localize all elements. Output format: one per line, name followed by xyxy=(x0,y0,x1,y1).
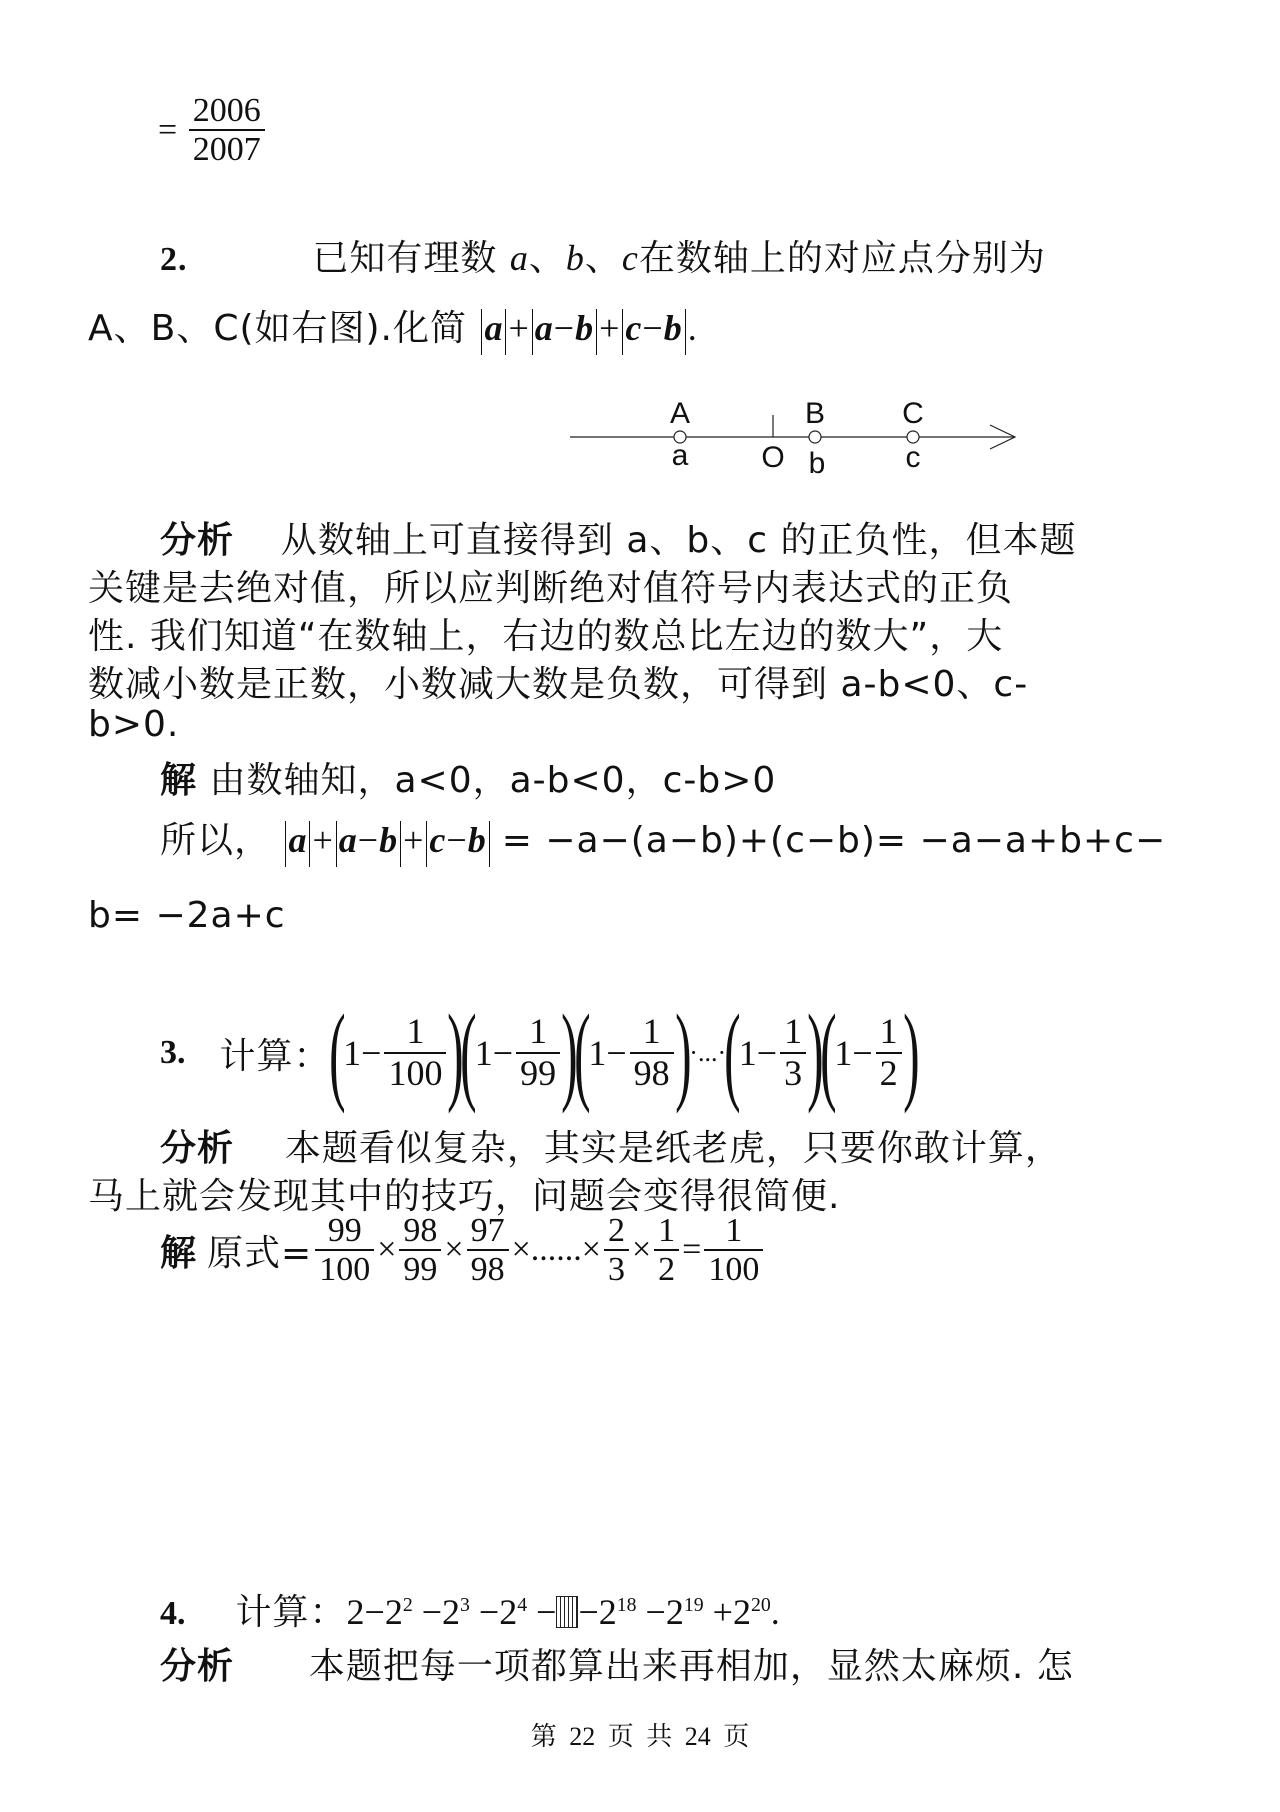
problem-number: 4. xyxy=(160,1595,186,1632)
solution-line-3: b= −2a+c xyxy=(88,895,286,936)
previous-result xyxy=(158,92,268,169)
analysis-text: 本题把每一项都算出来再相加，显然太麻烦. 怎 xyxy=(308,1646,1074,1687)
page-footer xyxy=(0,1716,1280,1753)
solution-prefix: 原式= xyxy=(207,1232,313,1274)
problem-2-line-1 xyxy=(160,230,1046,281)
abs-expression: a + a−b + c−b xyxy=(283,820,501,860)
var-a: a xyxy=(509,238,529,278)
number-line-diagram xyxy=(570,395,1020,485)
abs-expression: a + a−b + c−b . xyxy=(479,308,697,348)
solution-label: 解 xyxy=(160,1232,198,1274)
var-c: c xyxy=(621,238,639,278)
analysis-label: 分析 xyxy=(160,1646,235,1687)
problem-number: 2. xyxy=(160,241,188,278)
solution-text: 由数轴知，a<0，a-b<0，c-b>0 xyxy=(209,760,777,801)
solution-3 xyxy=(160,1212,766,1289)
analysis-4-line-1 xyxy=(160,1638,1074,1689)
product-expression: ( 1 − $\frac{1}{100}$ ) ( 1 − $\frac{1}{99}$ ) ( 1 − $\frac{1}{98}$ ) ·...· ( 1 − $\frac{1}{3}$ ) ( 1 − $\frac{1}{2}$ ) xyxy=(328,992,920,1114)
footer-prefix: 第 xyxy=(530,1722,557,1751)
solution-line-1 xyxy=(160,752,776,803)
analysis-text: 本题看似复杂，其实是纸老虎，只要你敢计算， xyxy=(284,1128,1062,1169)
problem-2-line-2 xyxy=(88,300,698,355)
problem-text: A、B、C(如右图).化简 xyxy=(88,308,467,349)
analysis-line-2: 关键是去绝对值，所以应判断绝对值符号内表达式的正负 xyxy=(88,568,1014,609)
problem-text-tail: 在数轴上的对应点分别为 xyxy=(638,238,1046,279)
analysis-label: 分析 xyxy=(160,520,235,561)
svg-text:O: O xyxy=(761,441,785,474)
power-expression: $2-2^2 -2^3 -2^4 - -2^{18} -2^{19} +2^{20}$. xyxy=(346,1592,780,1632)
footer-mid: 页 共 xyxy=(607,1722,673,1751)
analysis-3-line-2: 马上就会发现其中的技巧，问题会变得很简便. xyxy=(88,1176,841,1217)
svg-text:a: a xyxy=(671,439,689,472)
solution-expression: $\frac{99}{100}$ × $\frac{98}{99}$ × $\frac{97}{98}$ × ...... × $\frac{2}{3}$ × $\frac{1}{2}$ = $\frac{1}{100}$ xyxy=(312,1212,766,1289)
result-fraction xyxy=(189,92,265,169)
problem-3 xyxy=(160,992,920,1114)
analysis-label: 分析 xyxy=(160,1128,235,1169)
solution-prefix: 所以， xyxy=(160,820,272,861)
denominator: 2007 xyxy=(189,129,265,168)
problem-4 xyxy=(160,1584,780,1635)
problem-prompt: 计算： xyxy=(219,1035,331,1077)
svg-text:C: C xyxy=(902,397,924,430)
svg-text:c: c xyxy=(905,441,921,474)
svg-text:B: B xyxy=(804,397,826,430)
solution-label: 解 xyxy=(160,760,198,801)
problem-prompt: 计算： xyxy=(235,1592,347,1633)
number-line-icon xyxy=(570,395,1020,485)
solution-rhs: = −a−(a−b)+(c−b)= −a−a+b+c− xyxy=(501,820,1167,861)
missing-glyph-icon xyxy=(556,1596,578,1628)
analysis-line-5: b>0. xyxy=(88,704,180,745)
analysis-line-1 xyxy=(160,512,1077,563)
analysis-text: 从数轴上可直接得到 a、b、c 的正负性，但本题 xyxy=(280,520,1077,561)
numerator: 2006 xyxy=(192,92,261,129)
analysis-3-line-1 xyxy=(160,1120,1062,1171)
footer-suffix: 页 xyxy=(723,1722,750,1751)
svg-text:A: A xyxy=(669,397,691,430)
svg-text:b: b xyxy=(808,447,826,480)
equals-sign: = xyxy=(158,111,178,149)
total-pages: 24 xyxy=(684,1722,711,1751)
problem-number: 3. xyxy=(160,1034,186,1071)
solution-line-2 xyxy=(160,812,1166,867)
separator: 、 xyxy=(584,238,622,279)
current-page: 22 xyxy=(569,1722,596,1751)
var-b: b xyxy=(565,238,585,278)
analysis-line-3: 性. 我们知道“在数轴上，右边的数总比左边的数大”，大 xyxy=(88,616,1004,657)
analysis-line-4: 数减小数是正数，小数减大数是负数，可得到 a-b<0、c- xyxy=(88,664,1029,705)
problem-text: 已知有理数 xyxy=(312,238,498,279)
separator: 、 xyxy=(528,238,566,279)
